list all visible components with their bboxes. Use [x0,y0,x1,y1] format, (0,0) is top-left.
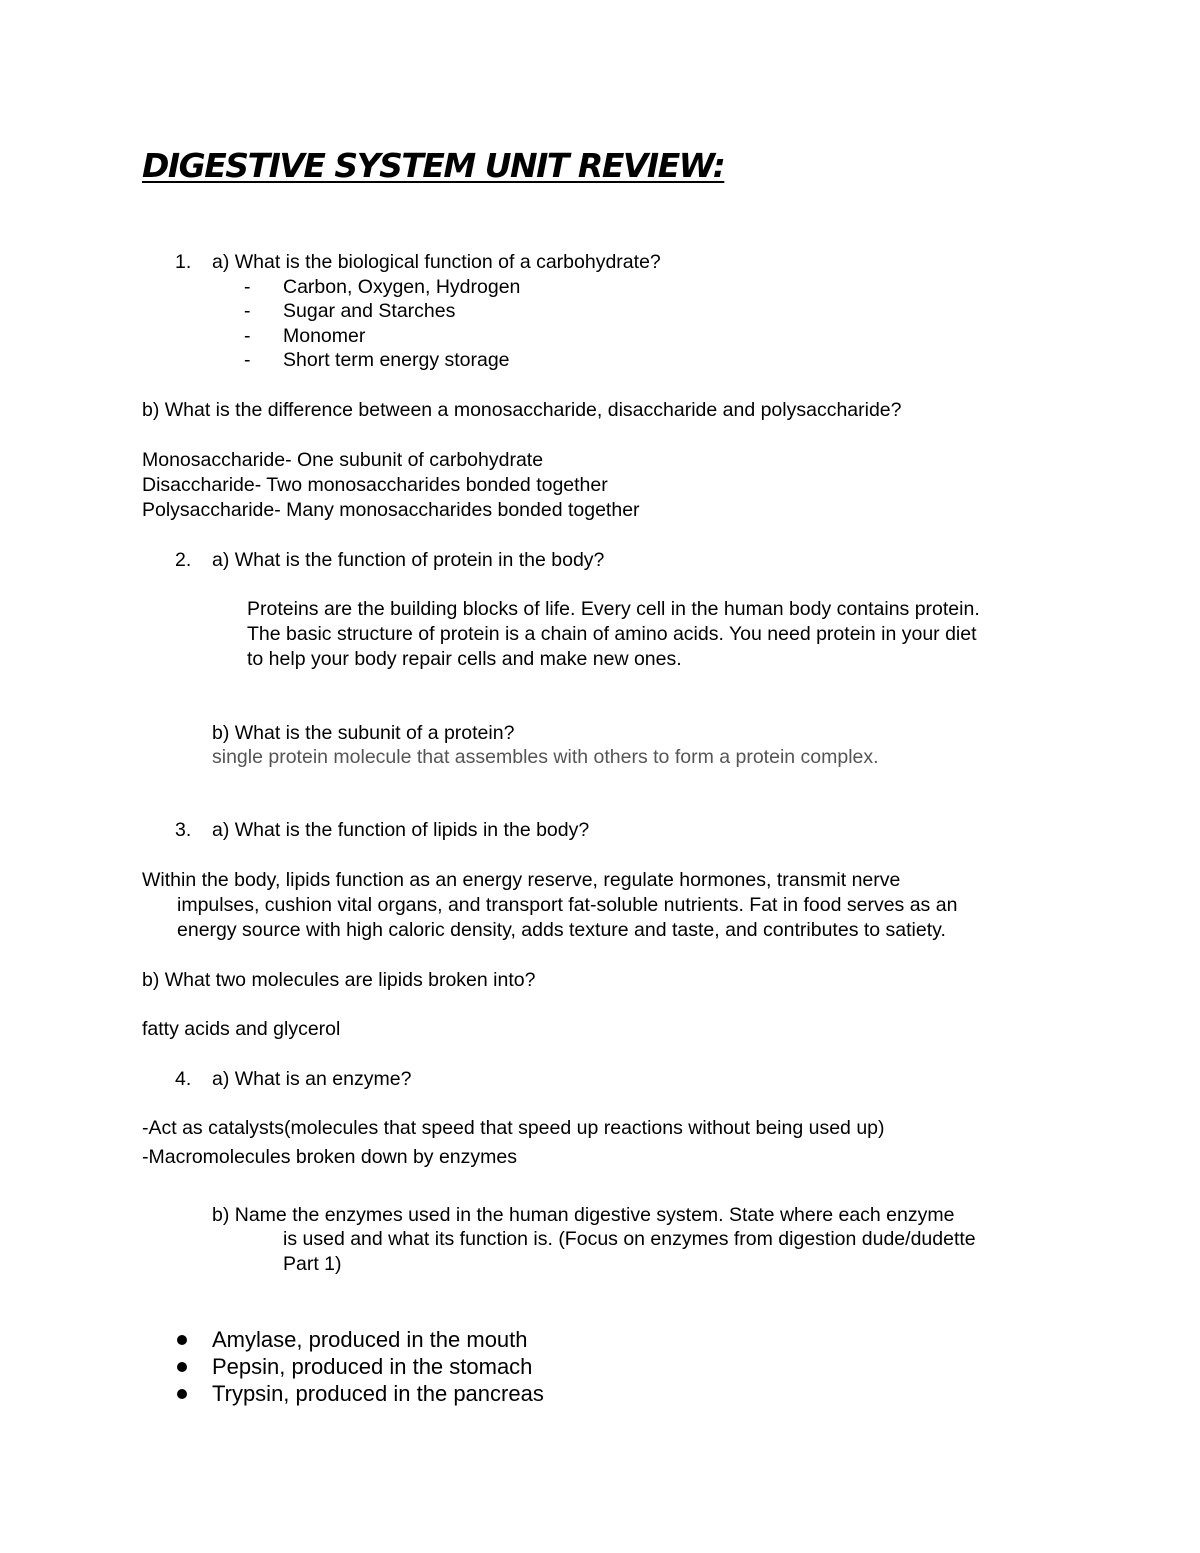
dash-marker: - [244,300,251,322]
bullet-icon [177,1362,187,1372]
question-3a: a) What is the function of lipids in the body? [212,819,590,841]
answer-1a-item: Short term energy storage [283,349,510,371]
answer-1b-line: Disaccharide- Two monosaccharides bonded together [142,474,608,496]
page-title: DIGESTIVE SYSTEM UNIT REVIEW: [142,146,725,185]
question-4a: a) What is an enzyme? [212,1068,412,1090]
answer-2a-line: to help your body repair cells and make new ones. [247,648,682,670]
answer-2a-line: Proteins are the building blocks of life. Every cell in the human body contains protein. [247,598,980,620]
answer-4a-line: -Act as catalysts(molecules that speed that speed up reactions without being used up) [142,1117,885,1139]
answer-4a-line: -Macromolecules broken down by enzymes [142,1146,517,1168]
answer-1a-item: Carbon, Oxygen, Hydrogen [283,276,521,298]
answer-3a-line: energy source with high caloric density, adds texture and taste, and contributes to satiety. [177,919,946,941]
enzyme-list-item: Pepsin, produced in the stomach [212,1354,533,1379]
question-3-number: 3. [175,819,192,841]
question-4b-line: is used and what its function is. (Focus on enzymes from digestion dude/dudette [283,1228,976,1250]
enzyme-list-item: Amylase, produced in the mouth [212,1327,528,1352]
answer-1a-item: Monomer [283,325,366,347]
dash-marker: - [244,349,251,371]
question-2-number: 2. [175,549,192,571]
question-1b: b) What is the difference between a monosaccharide, disaccharide and polysaccharide? [142,399,902,421]
question-1a: a) What is the biological function of a carbohydrate? [212,251,661,273]
bullet-icon [177,1335,187,1345]
answer-1b-line: Polysaccharide- Many monosaccharides bonded together [142,499,640,521]
enzyme-list-item: Trypsin, produced in the pancreas [212,1381,544,1406]
answer-3b: fatty acids and glycerol [142,1018,341,1040]
question-4-number: 4. [175,1068,192,1090]
dash-marker: - [244,276,251,298]
question-4b-line: b) Name the enzymes used in the human digestive system. State where each enzyme [212,1204,955,1226]
dash-marker: - [244,325,251,347]
question-2a: a) What is the function of protein in the body? [212,549,605,571]
answer-3a-line: impulses, cushion vital organs, and transport fat-soluble nutrients. Fat in food serves as an [177,894,958,916]
bullet-icon [177,1389,187,1399]
answer-1a-item: Sugar and Starches [283,300,456,322]
question-3b: b) What two molecules are lipids broken into? [142,969,536,991]
answer-3a-line: Within the body, lipids function as an energy reserve, regulate hormones, transmit nerve [142,869,901,891]
answer-2a-line: The basic structure of protein is a chain of amino acids. You need protein in your diet [247,623,977,645]
question-4b-line: Part 1) [283,1253,342,1275]
question-1-number: 1. [175,251,192,273]
question-2b: b) What is the subunit of a protein? [212,722,515,744]
answer-1b-line: Monosaccharide- One subunit of carbohydrate [142,449,544,471]
answer-2b: single protein molecule that assembles with others to form a protein complex. [212,746,879,768]
